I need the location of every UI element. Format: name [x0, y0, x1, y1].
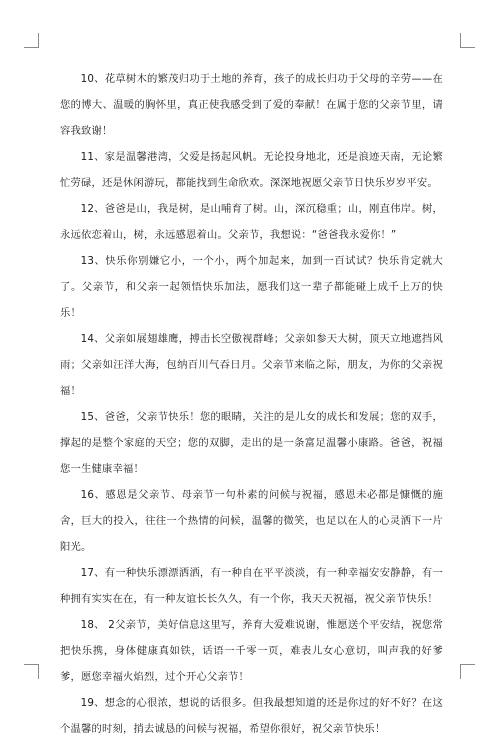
crop-mark-top-right	[460, 33, 475, 48]
paragraph-17: 17、有一种快乐漂漂洒洒，有一种自在平平淡淡，有一种幸福安安静静，有一种拥有实实在在，有一种友谊长长久久，有一个你，我天天祝福，祝父亲节快乐！	[60, 567, 443, 605]
paragraph-14: 14、父亲如展翅雄鹰，搏击长空傲视群峰；父亲如参天大树，顶天立地遮挡风雨；父亲如汪洋大海，包纳百川气吞日月。父亲节来临之际，朋友，为你的父亲祝福！	[60, 333, 443, 397]
paragraph-12: 12、爸爸是山，我是树，是山哺育了树。山，深沉稳重；山，刚直伟岸。树，永远依恋着山，树，永远感恩着山。父亲节，我想说：“爸爸我永爱你！”	[60, 203, 443, 241]
paragraph-10: 10、花草树木的繁茂归功于土地的养育，孩子的成长归功于父母的辛劳——在您的博大、温暖的胸怀里，真正使我感受到了爱的奉献！在属于您的父亲节里，请容我致谢！	[60, 73, 443, 137]
crop-mark-bottom-right	[460, 664, 475, 679]
crop-mark-top-left	[24, 33, 39, 48]
paragraph-15: 15、爸爸，父亲节快乐！您的眼睛，关注的是儿女的成长和发展；您的双手，撑起的是整个家庭的天空；您的双脚，走出的是一条富足温馨小康路。爸爸，祝福您一生健康幸福！	[60, 411, 443, 475]
paragraph-11: 11、家是温馨港湾，父爱是扬起风帆。无论投身地北，还是浪迹天南，无论繁忙劳碌，还是休闲游玩，都能找到生命欣欢。深深地祝愿父亲节日快乐岁岁平安。	[60, 151, 443, 189]
document-body	[60, 66, 443, 742]
paragraph-19: 19、想念的心很浓，想说的话很多。但我最想知道的还是你过的好不好？在这个温馨的时刻，捎去诚恳的问候与祝福，希望你很好，祝父亲节快乐！	[60, 697, 443, 735]
paragraph-13: 13、快乐你别嫌它小，一个小，两个加起来，加到一百试试？快乐肯定就大了。父亲节，和父亲一起领悟快乐加法，愿我们这一辈子都能碰上成千上万的快乐！	[60, 255, 443, 319]
crop-mark-bottom-left	[24, 664, 39, 679]
paragraph-16: 16、感恩是父亲节、母亲节一句朴素的问候与祝福，感恩未必都是慷慨的施舍，巨大的投入，往往一个热情的问候，温馨的微笑，也足以在人的心灵洒下一片阳光。	[60, 489, 443, 553]
paragraph-18: 18、 2父亲节，美好信息这里写，养育大爱难说谢，惟愿送个平安结，祝您常把快乐携，身体健康真如铁，话语一千零一页，难表儿女心意切，叫声我的好爹爹，愿您幸福火焰烈，过个开心父亲节！	[60, 619, 443, 683]
